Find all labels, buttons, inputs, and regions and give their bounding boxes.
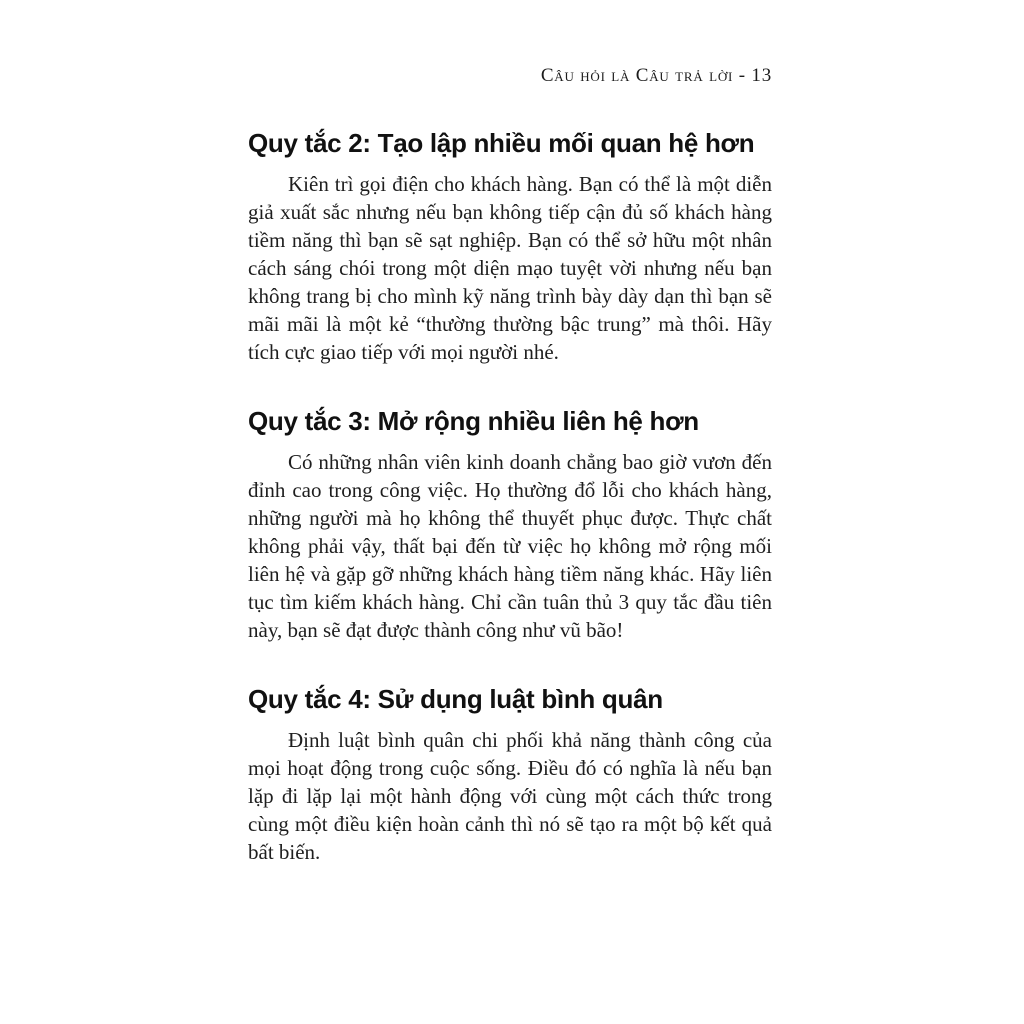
running-title: Câu hỏi là Câu trả lời: [540, 65, 734, 86]
content-column: [248, 0, 772, 866]
section-rule-4: [248, 684, 772, 866]
section-paragraph: Có những nhân viên kinh doanh chẳng bao giờ vươn đến đỉnh cao trong công việc. Họ thường đổ lỗi cho khách hàng, những người mà họ không thể thuyết phục được. Thực chất không phải vậy, thất bại đến từ việc họ không mở rộng mối liên hệ và gặp gỡ những khách hàng tiềm năng khác. Hãy liên tục tìm kiếm khách hàng. Chỉ cần tuân thủ 3 quy tắc đầu tiên này, bạn sẽ đạt được thành công như vũ bão!: [248, 450, 772, 642]
section-paragraph: Định luật bình quân chi phối khả năng thành công của mọi hoạt động trong cuộc sống. Điều đó có nghĩa là nếu bạn lặp đi lặp lại một hành động với cùng một cách thức trong cùng một điều kiện hoàn cảnh thì nó sẽ tạo ra một bộ kết quả bất biến.: [248, 728, 772, 864]
section-rule-2: [248, 128, 772, 366]
page-number: 13: [751, 65, 772, 86]
section-heading: Quy tắc 2: Tạo lập nhiều mối quan hệ hơn: [248, 128, 755, 158]
section-heading: Quy tắc 4: Sử dụng luật bình quân: [248, 684, 663, 714]
section-rule-3: [248, 406, 772, 644]
section-paragraph: Kiên trì gọi điện cho khách hàng. Bạn có thể là một diễn giả xuất sắc nhưng nếu bạn không tiếp cận đủ số khách hàng tiềm năng thì bạn sẽ sạt nghiệp. Bạn có thể sở hữu một nhân cách sáng chói trong một diện mạo tuyệt vời nhưng nếu bạn không trang bị cho mình kỹ năng trình bày dày dạn thì bạn sẽ mãi mãi là một kẻ “thường thường bậc trung” mà thôi. Hãy tích cực giao tiếp với mọi người nhé.: [248, 172, 772, 364]
running-header: [248, 64, 772, 88]
header-separator: -: [733, 65, 752, 86]
section-heading: Quy tắc 3: Mở rộng nhiều liên hệ hơn: [248, 406, 699, 436]
